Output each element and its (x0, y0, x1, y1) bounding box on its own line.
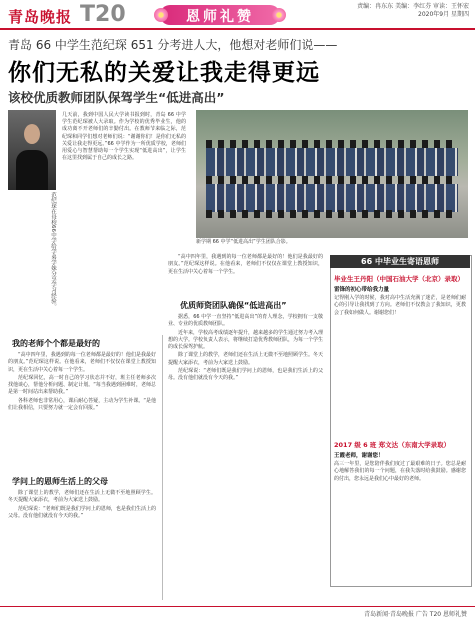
paragraph: 据悉，66 中学一直坚持“低进高出”的育人理念，学校拥有一支敬业、专业的优质教师团队。 (168, 314, 323, 328)
photo-crowd-heads (206, 210, 458, 218)
paragraph: 近年来，学校高考成绩逐年提升，越来越多的学生通过努力考入理想的大学。学校负责人表示，将继续打造优秀教师团队，为每一个学生的成长保驾护航。 (168, 329, 324, 351)
paragraph: 范纪琛说：“老师们既是我们学问上的恩师，也是我们生活上的父母。没有他们就没有今天的我。” (168, 368, 323, 382)
photo-crowd-row (206, 184, 458, 212)
photo-byline: 范纪琛在母校66中学给学弟学妹分享学习经验。 (50, 192, 56, 309)
student-2-message-title: 王霞老师，谢谢您！ (334, 453, 384, 459)
subheadline: 该校优质教师团队保驾学生“低进高出” (8, 90, 225, 105)
paragraph: 范纪琛说：“老师们既是我们学问上的恩师，也是我们生活上的父母。没有他们就没有今天的我。” (8, 505, 156, 519)
student-2-name: 2017 级 6 班 郑文达（东南大学录取） (334, 441, 451, 449)
paragraph: 各科老师也非常用心，课后耐心答疑，主动为学生补课。“是他们让我相信，只要努力就一定会有回报。” (8, 397, 156, 412)
photo-crowd-row (206, 148, 458, 176)
flower-icon (272, 8, 286, 22)
student-1-name: 毕业生王丹阳（中国石油大学（北京）录取） (334, 275, 464, 283)
portrait-face (24, 124, 40, 144)
paragraph: 除了课堂上的教学，老师们还在生活上无微不至地照顾学生。冬天提醒大家添衣，考前为大家送上鼓励。 (8, 490, 156, 504)
group-photo (196, 110, 468, 238)
section-title-2: 学问上的恩师生活上的父母 (12, 477, 108, 486)
paragraph: “高中四年里，我遇到的每一位老师都是最好的！他们是我最好的朋友。”范纪琛这样说。在他看来，老师们不仅仅在课堂上教授知识，更在生活中关心着每一个学生。 (8, 352, 156, 373)
paragraph: 除了课堂上的教学，老师们还在生活上无微不至地照顾学生。冬天提醒大家添衣，考前为大家送上鼓励。 (168, 352, 324, 366)
column-ribbon (160, 5, 280, 25)
student-1-message: 记得刚入学的时候，我对高中生活充满了迷茫，是老师们耐心的引导让我找到了方向。老师们不仅教会了我知识，更教会了我如何做人。谢谢您们！ (334, 295, 466, 316)
photo-caption: 新学期 66 中学“低进高出”学生团队合影。 (196, 239, 291, 245)
intro-paragraph: 几天前，我到中国人民大学读书报到时，青岛 66 中学学生范纪琛被人大录取。作为学校的优秀毕业生，他的成功离不开老师们的辛勤付出。在教师节来临之际，范纪琛和同学们想对老师们说：“谢谢你们！是你们无私的关爱让我走得更远。”66 中学作为一所优质学校，老师们用爱心与智慧帮助每一个学生实现“低进高出”，让学生在这里找到属于自己的成长之路。 (62, 112, 186, 162)
portrait-photo (8, 110, 56, 190)
right-sidebar-banner (330, 255, 470, 268)
newspaper-logo: 青岛晚报 (8, 8, 73, 26)
column-2 (168, 314, 323, 384)
photo-crowd-heads (206, 140, 458, 148)
column-divider (162, 335, 163, 600)
portrait-body (16, 150, 48, 190)
masthead-rule (0, 28, 475, 30)
student-2-message: 高三一年里，是您陪伴我们度过了最艰难的日子。您总是耐心地解答我们的每一个问题，在我失落时给我鼓励。感谢您的付出，您永远是我们心中最好的老师。 (334, 461, 466, 482)
section-title-3: 优质师资团队确保“低进高出” (180, 301, 287, 310)
column-2-top (168, 254, 323, 277)
right-sidebar-title: 66 中毕业生寄语恩师 (361, 257, 439, 266)
page-number: T20 (80, 2, 126, 27)
column-1b (8, 490, 156, 521)
masthead-date: 2020年9月 星期四 (418, 11, 469, 18)
footer-text: 青岛新闻·青岛晚报 广告 T20 恩师礼赞 (364, 611, 467, 618)
student-1-message-title: 雷锋的初心带给我力量 (334, 287, 390, 293)
headline: 你们无私的关爱让我走得更远 (8, 60, 320, 86)
kicker: 青岛 66 中学生范纪琛 651 分考进人大，他想对老师们说—— (8, 38, 338, 52)
masthead-info (357, 3, 469, 19)
masthead (0, 0, 475, 30)
column-title: 恩师礼赞 (186, 9, 254, 25)
photo-crowd-heads (206, 176, 458, 184)
masthead-editors: 责编：冉东东 美编：李红芬 审读：王怀宏 (357, 3, 469, 10)
page-footer (0, 606, 475, 621)
paragraph: 范纪琛回忆，高一时自己的学习状态并不好，班主任老师多次找他谈心，帮他分析问题、制定计划。“每当我遇到困难时，老师总是第一时间站出来帮助我。” (8, 374, 156, 396)
paragraph: “高中四年里，我遇到的每一位老师都是最好的！他们是我最好的朋友。”范纪琛这样说。在他看来，老师们不仅仅在课堂上教授知识，更在生活中关心着每一个学生。 (168, 254, 323, 275)
section-title-1: 我的老师个个都是最好的 (12, 339, 100, 348)
column-1 (8, 352, 156, 413)
